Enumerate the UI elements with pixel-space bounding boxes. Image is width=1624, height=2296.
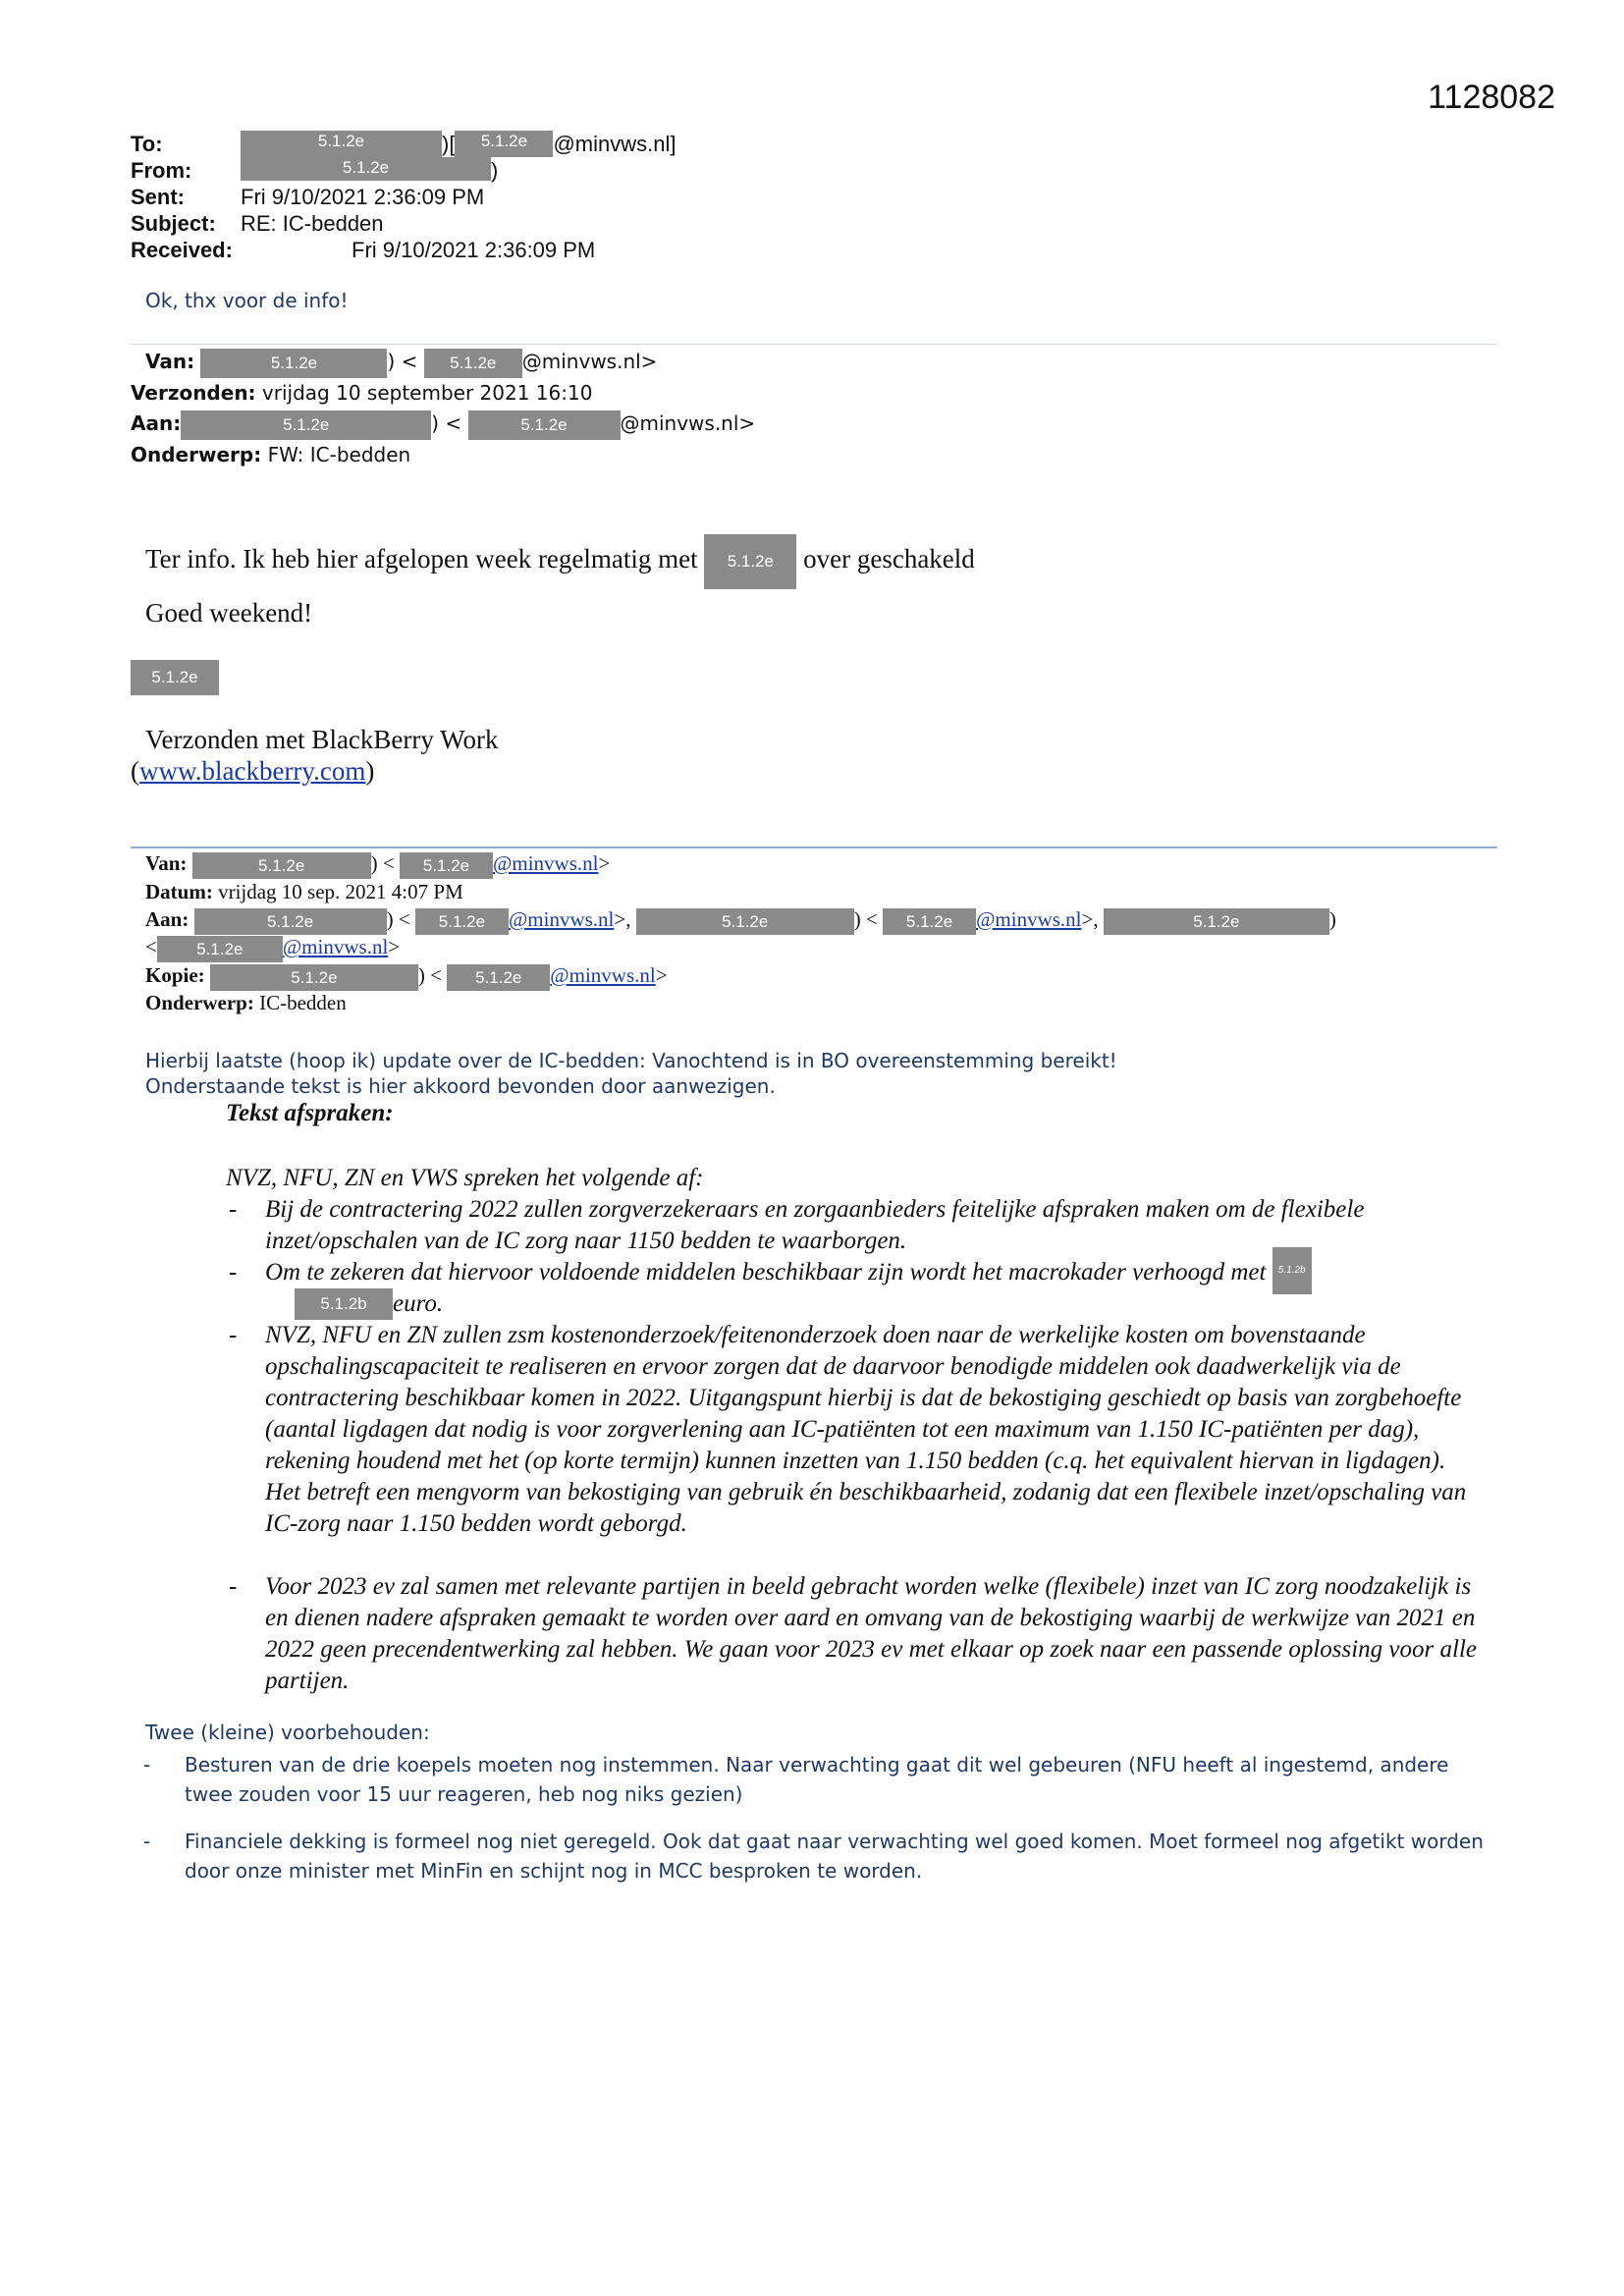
reservation-item — [143, 1827, 1500, 1886]
header-from-row — [131, 157, 498, 184]
agreement-item-text: Om te zekeren dat hiervoor voldoende middelen beschikbaar zijn wordt het macrokader verhoogd met — [265, 1259, 1267, 1285]
onderwerp-value: IC-bedden — [259, 991, 347, 1014]
reservation-item-text: Financiele dekking is formeel nog niet geregeld. Ook dat gaat naar verwachting wel goed komen. Moet formeel nog afgetikt worden door onze minister met MinFin en schijnt nog in MCC besproken te worden. — [185, 1830, 1484, 1883]
blackberry-link[interactable]: www.blackberry.com — [139, 756, 366, 786]
forward2-kopie-row — [145, 961, 668, 991]
redaction-box: 5.1.2e — [241, 131, 442, 157]
to-label: To: — [131, 132, 163, 156]
redaction-box: 5.1.2e — [1104, 908, 1329, 935]
sent-value: Fri 9/10/2021 2:36:09 PM — [241, 185, 485, 209]
forward1-van-row — [145, 347, 657, 378]
redaction-box: 5.1.2e — [200, 349, 387, 378]
redaction-box: 5.1.2e — [424, 349, 522, 378]
redaction-box: 5.1.2b — [295, 1288, 393, 1320]
forward2-van-row — [145, 849, 610, 879]
list-dash: - — [143, 1753, 151, 1777]
link-open-paren: ( — [131, 756, 139, 786]
reservations-heading: Twee (kleine) voorbehouden: — [145, 1721, 430, 1744]
aan-email-domain: @minvws.nl> — [620, 411, 756, 435]
aan-label: Aan: — [145, 907, 189, 931]
aan-sep: >, — [1081, 907, 1099, 931]
body-line-goed-weekend: Goed weekend! — [145, 598, 313, 628]
van-separator: ) < — [387, 350, 418, 373]
van-label: Van: — [145, 350, 195, 373]
aan-label: Aan: — [131, 411, 182, 435]
van-close: > — [598, 851, 611, 875]
list-dash: - — [229, 1322, 238, 1348]
redaction-box: 5.1.2e — [636, 908, 854, 935]
header-received-row — [131, 237, 595, 263]
agreement-item-text: NVZ, NFU en ZN zullen zsm kostenonderzoek/feitenonderzoek doen naar de werkelijke kosten om bovenstaande opschalingscapaciteit te realiseren en ervoor zorgen dat de daarvoor benodigde middelen ook daadwerkelijk via de contractering beschikbaar komen in 2022. Uitgangspunt hierbij is dat de bekostiging geschiedt op basis van zorgbehoefte (aantal ligdagen dat nodig is voor zorgverlening aan IC-patiënten tot een maximum van 1.150 IC-patiënten per dag), rekening houdend met het (op korte termijn) kunnen inzetten van 1.150 bedden (c.q. het equivalent hiervan in ligdagen). Het betreft een mengvorm van bekostiging van gebruik én beschikbaarheid, zodanig dat een flexibele inzet/opschaling van IC-zorg naar 1.150 bedden wordt geborgd. — [265, 1322, 1467, 1537]
onderwerp-label: Onderwerp: — [145, 991, 254, 1014]
agreement-item — [229, 1571, 1492, 1697]
separator-line — [131, 847, 1497, 848]
to-email-domain: @minvws.nl] — [553, 132, 677, 156]
van-email-link[interactable]: @minvws.nl — [493, 851, 599, 875]
van-separator: ) < — [370, 851, 395, 875]
agreement-item2-suffix: euro. — [393, 1290, 444, 1317]
intro-line-2: Onderstaande tekst is hier akkoord bevonden door aanwezigen. — [145, 1074, 776, 1098]
redaction-box: 5.1.2e — [447, 964, 550, 991]
agreement-item-text: Voor 2023 ev zal samen met relevante partijen in beeld gebracht worden welke (flexibele) inzet van IC zorg noodzakelijk is en dienen nadere afspraken gemaakt te worden over aard en omvang van de bekostiging waarbij de werkwijze van 2021 en 2022 geen precendentwerking zal hebben. We gaan voor 2023 ev met elkaar op zoek naar een passende oplossing voor alle partijen. — [265, 1573, 1477, 1694]
subject-label: Subject: — [131, 211, 216, 236]
intro-line-1: Hierbij laatste (hoop ik) update over de IC-bedden: Vanochtend is in BO overeenstemming bereikt! — [145, 1049, 1117, 1072]
reservation-item — [143, 1750, 1500, 1809]
from-suffix: ) — [491, 158, 499, 183]
agreement-item — [229, 1257, 1483, 1294]
redaction-box: 5.1.2e — [455, 131, 553, 157]
forward2-aan-continued-row — [145, 933, 400, 962]
ter-info-suffix: over geschakeld — [803, 544, 975, 574]
aan-sep: >, — [614, 907, 631, 931]
aan-cont-close: > — [388, 935, 401, 958]
from-label: From: — [131, 158, 192, 183]
verzonden-label: Verzonden: — [131, 381, 256, 405]
kopie-close: > — [655, 963, 668, 987]
signature-redaction — [131, 660, 219, 695]
received-value: Fri 9/10/2021 2:36:09 PM — [352, 238, 596, 262]
received-label: Received: — [131, 238, 233, 262]
redaction-box: 5.1.2e — [241, 157, 491, 181]
ter-info-text: Ter info. Ik heb hier afgelopen week regelmatig met — [145, 544, 698, 574]
aan-email-link[interactable]: @minvws.nl — [508, 907, 615, 931]
onderwerp-value: FW: IC-bedden — [267, 443, 411, 466]
onderwerp-label: Onderwerp: — [131, 443, 262, 466]
agreement-item-continuation — [295, 1288, 443, 1320]
list-dash: - — [229, 1573, 238, 1600]
body-line-ter-info — [145, 534, 975, 589]
header-subject-row — [131, 210, 384, 237]
signature-link-line — [131, 756, 374, 787]
redaction-box: 5.1.2e — [131, 660, 219, 695]
document-id: 1128082 — [1428, 79, 1555, 116]
agreement-item-text: Bij de contractering 2022 zullen zorgverzekeraars en zorgaanbieders feitelijke afspraken maken om de flexibele inzet/opschalen van de IC zorg naar 1150 bedden te waarborgen. — [265, 1196, 1365, 1254]
separator-line — [131, 344, 1497, 345]
aan-separator: ) < — [853, 907, 878, 931]
header-to-row — [131, 131, 676, 157]
agreement-item — [229, 1320, 1473, 1540]
forward2-aan-row — [145, 905, 1336, 935]
forward1-verzonden-row — [131, 378, 592, 408]
to-separator: )[ — [442, 132, 456, 156]
list-dash: - — [229, 1259, 238, 1285]
datum-value: vrijdag 10 sep. 2021 4:07 PM — [218, 880, 463, 903]
aan-separator: ) < — [431, 411, 462, 435]
kopie-label: Kopie: — [145, 963, 205, 987]
agreement-lead: NVZ, NFU, ZN en VWS spreken het volgende af: — [226, 1165, 704, 1191]
list-dash: - — [143, 1830, 151, 1853]
link-close-paren: ) — [365, 756, 375, 786]
forward1-aan-row — [131, 409, 755, 440]
kopie-separator: ) < — [417, 963, 443, 987]
aan-cont-open: < — [145, 935, 157, 958]
sent-label: Sent: — [131, 185, 185, 209]
redaction-box: 5.1.2e — [157, 936, 283, 962]
van-label: Van: — [145, 851, 188, 875]
forward2-datum-row — [145, 878, 463, 905]
redaction-box: 5.1.2e — [468, 410, 621, 440]
redaction-box: 5.1.2b — [1272, 1247, 1312, 1294]
list-dash: - — [229, 1196, 238, 1223]
redaction-box: 5.1.2e — [210, 964, 418, 991]
aan-email-link[interactable]: @minvws.nl — [976, 907, 1082, 931]
redaction-box: 5.1.2e — [194, 908, 387, 935]
datum-label: Datum: — [145, 880, 213, 903]
forward1-onderwerp-row — [131, 440, 410, 469]
aan-separator: ) < — [386, 907, 410, 931]
redaction-box: 5.1.2e — [704, 534, 796, 589]
agreement-heading: Tekst afspraken: — [226, 1100, 394, 1126]
signature-blackberry: Verzonden met BlackBerry Work — [145, 725, 499, 754]
aan-close: ) — [1328, 907, 1336, 931]
reply-text: Ok, thx voor de info! — [145, 289, 349, 312]
redaction-box: 5.1.2e — [181, 410, 431, 440]
verzonden-value: vrijdag 10 september 2021 16:10 — [261, 381, 593, 405]
redaction-box: 5.1.2e — [415, 908, 509, 935]
header-sent-row — [131, 184, 484, 210]
aan-email-link[interactable]: @minvws.nl — [282, 935, 389, 958]
redaction-box: 5.1.2e — [883, 908, 976, 935]
redaction-box: 5.1.2e — [192, 852, 371, 879]
kopie-email-link[interactable]: @minvws.nl — [550, 963, 656, 987]
reservation-item-text: Besturen van de drie koepels moeten nog instemmen. Naar verwachting gaat dit wel gebeuren (NFU heeft al ingestemd, andere twee zouden voor 15 uur reageren, heb nog niks gezien) — [185, 1753, 1449, 1806]
van-email-domain: @minvws.nl> — [521, 350, 658, 373]
subject-value: RE: IC-bedden — [241, 211, 384, 236]
forward2-onderwerp-row — [145, 989, 347, 1016]
redaction-box: 5.1.2e — [400, 852, 493, 879]
